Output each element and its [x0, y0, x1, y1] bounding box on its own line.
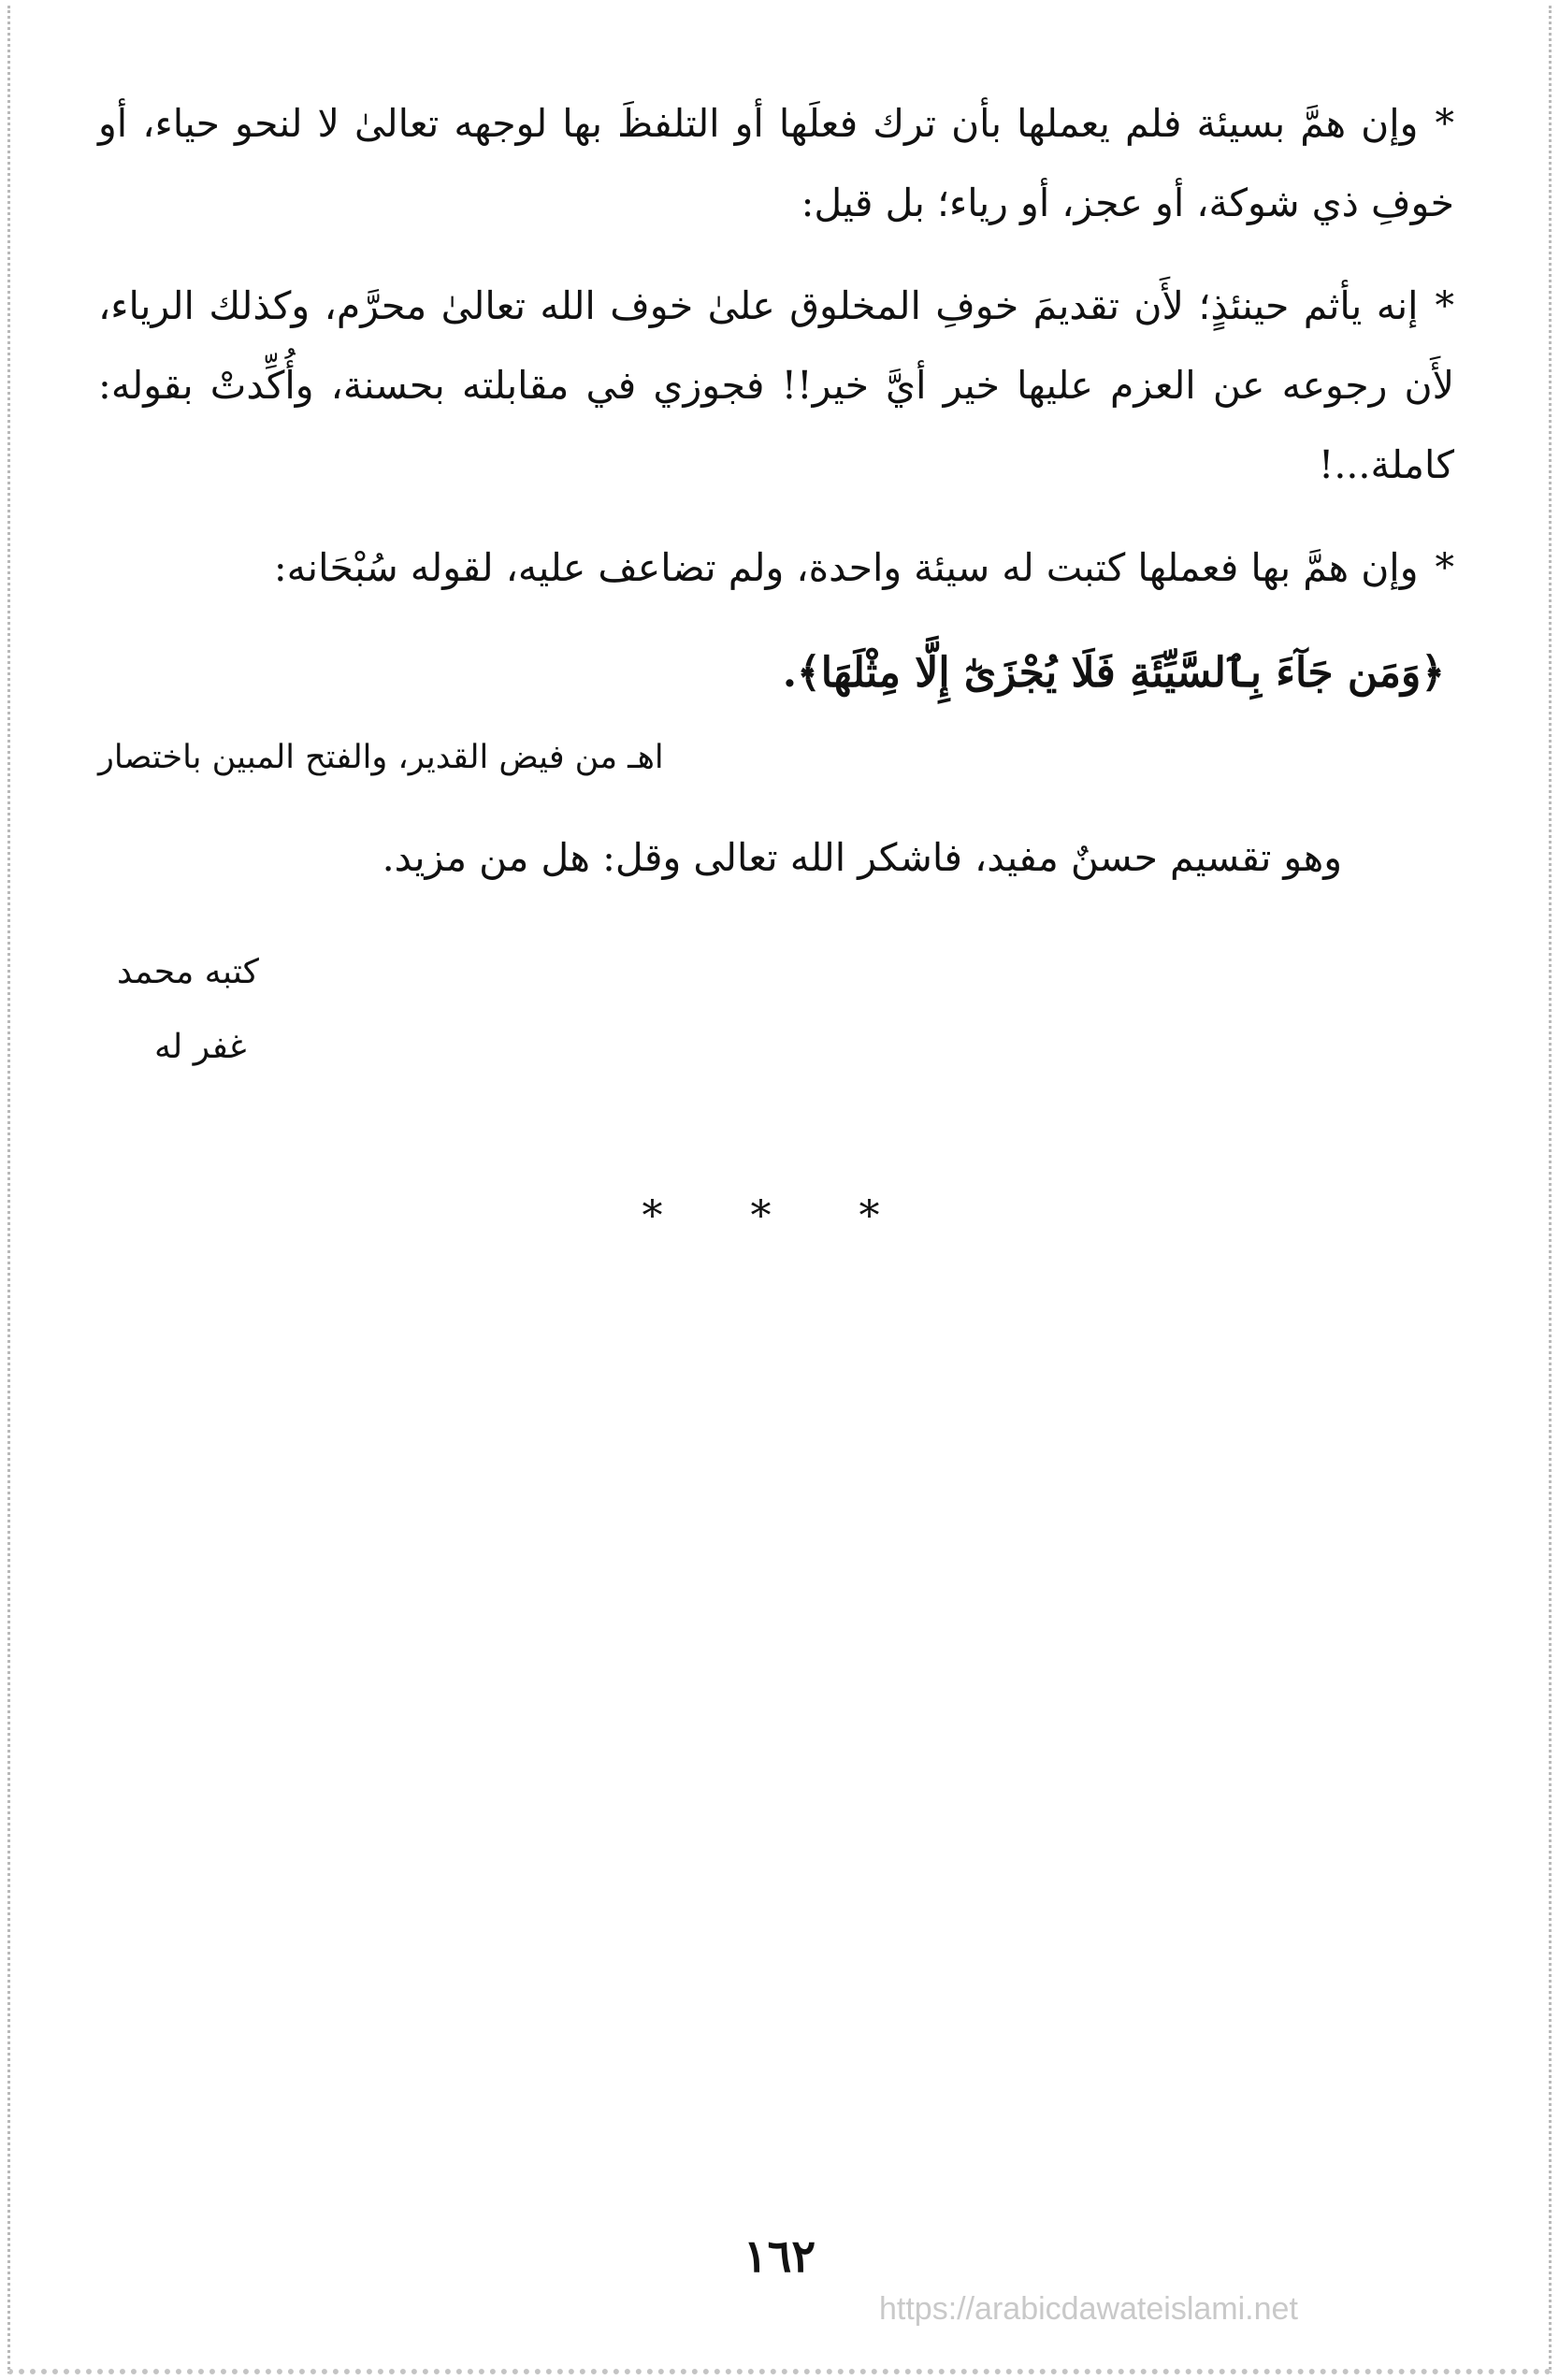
page-body [98, 84, 1454, 1085]
watermark-url: https://arabicdawateislami.net [879, 2291, 1298, 2327]
paragraph-1-text: وإن همَّ بسيئة فلم يعملها بأن ترك فعلَها أو التلفظَ بها لوجهه تعالىٰ لا لنحو حياء، أو خوفِ ذي شوكة، أو عجز، أو رياء؛ بل قيل: [98, 101, 1454, 225]
paragraph-3-text: وإن همَّ بها فعملها كتبت له سيئة واحدة، ولم تضاعف عليه، لقوله سُبْحَانه: [273, 545, 1419, 590]
source-reference: اهـ من فيض القدير، والفتح المبين باختصار [98, 739, 664, 776]
signature [98, 935, 1454, 1085]
page-number: ١٦٢ [743, 2230, 816, 2283]
signature-line-2: غفر له [154, 1028, 247, 1066]
paragraph-2-text: إنه يأثم حينئذٍ؛ لأَن تقديمَ خوفِ المخلوق علىٰ خوف الله تعالىٰ محرَّم، وكذلك الرياء، لأَن رجوعه عن العزم عليها خير أيَّ خير!! فجوزي في مقابلته بحسنة، وأُكِّدتْ بقوله: كاملة...! [98, 283, 1454, 487]
bullet-star: * [1435, 545, 1454, 590]
bullet-star: * [1435, 283, 1454, 328]
section-separator: * * * [642, 1192, 917, 1240]
paragraph-3 [98, 528, 1454, 608]
bullet-star: * [1435, 101, 1454, 146]
paragraph-1 [98, 84, 1454, 243]
paragraph-2 [98, 267, 1454, 505]
signature-line-1: كتبه محمد [117, 953, 259, 991]
quran-verse: ﴿وَمَن جَآءَ بِٱلسَّيِّئَةِ فَلَا يُجْزَىٰٓ إِلَّا مِثْلَهَا﴾. [782, 649, 1445, 697]
closing-sentence: وهو تقسيم حسنٌ مفيد، فاشكر الله تعالى وقل: هل من مزيد. [382, 835, 1342, 880]
